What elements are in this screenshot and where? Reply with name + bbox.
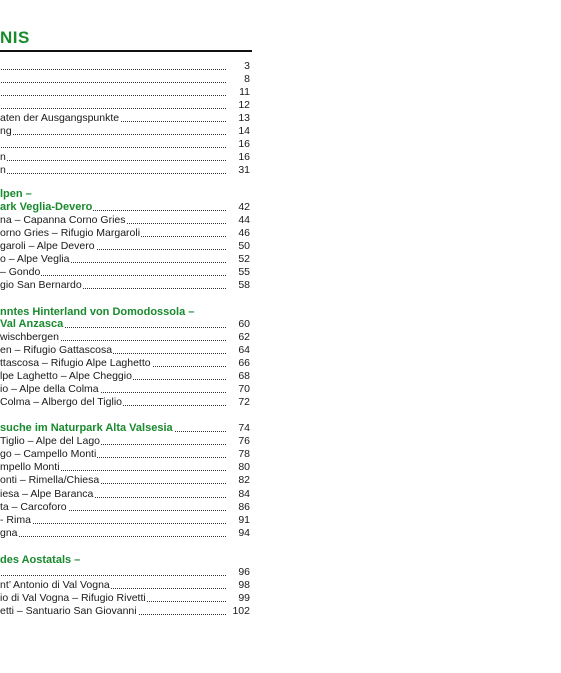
entry-text: ng [0, 125, 12, 138]
toc-entry [0, 266, 250, 279]
page-number: 46 [238, 226, 250, 239]
page-number: 98 [238, 578, 250, 591]
page-number: 50 [238, 239, 250, 252]
page-number: 74 [238, 422, 250, 435]
page-number: 91 [238, 513, 250, 526]
toc-title: NIS [0, 28, 30, 47]
page-number: 8 [244, 73, 250, 86]
section-heading-line [0, 201, 250, 214]
entry-text [0, 60, 1, 72]
entry-text: Colma – Albergo del Tiglio [0, 396, 122, 409]
toc-entry [0, 86, 250, 99]
toc-entry [0, 253, 250, 266]
entry-text: orno Gries – Rifugio Margaroli [0, 226, 141, 239]
entry-text: aten der Ausgangspunkte [0, 112, 120, 125]
section-heading: ark Veglia-Devero [0, 200, 93, 213]
toc-entry [0, 501, 250, 514]
page-number: 55 [238, 265, 250, 278]
toc-entry [0, 214, 250, 227]
page-number: 12 [238, 99, 250, 112]
page-number: 82 [238, 474, 250, 487]
entry-text [0, 99, 1, 111]
page-number: 52 [238, 252, 250, 265]
entry-text: io di Val Vogna – Rifugio Rivetti [0, 591, 146, 604]
page-number: 11 [239, 86, 250, 99]
page-number: 78 [238, 448, 250, 461]
section-heading: nntes Hinterland von Domodossola – [0, 305, 195, 318]
toc-entry [0, 461, 250, 474]
toc-entry [0, 527, 250, 540]
leader-dots [0, 173, 226, 174]
toc-entry [0, 396, 250, 409]
toc-entry [0, 370, 250, 383]
page-number: 84 [238, 487, 250, 500]
page-number: 3 [244, 60, 250, 72]
page-number: 16 [238, 138, 250, 151]
toc-entry [0, 435, 250, 448]
page-number: 99 [238, 591, 250, 604]
page-number: 58 [238, 278, 250, 291]
entry-text: etti – Santuario San Giovanni [0, 604, 137, 617]
toc-entry [0, 99, 250, 112]
page-number: 60 [238, 317, 250, 330]
page-number: 16 [238, 151, 250, 164]
entry-text: ta – Carcoforo [0, 500, 67, 513]
entry-text: mpello Monti [0, 461, 60, 474]
entry-text: nt’ Antonio di Val Vogna [0, 578, 110, 591]
leader-dots [0, 575, 226, 576]
toc-entry [0, 151, 250, 164]
toc-entry [0, 60, 250, 73]
page-number: 94 [238, 526, 250, 539]
toc-entry [0, 227, 250, 240]
toc-entry [0, 164, 250, 177]
entry-text: wischbergen [0, 330, 59, 343]
page-number: 31 [238, 164, 250, 177]
toc-entry [0, 331, 250, 344]
toc-entry [0, 448, 250, 461]
toc-entry [0, 566, 250, 579]
page-number: 96 [238, 565, 250, 578]
toc-entry [0, 344, 250, 357]
entry-text: gio San Bernardo [0, 278, 82, 291]
entry-text [0, 138, 1, 150]
toc-entry [0, 579, 250, 592]
entry-text: gna [0, 526, 18, 539]
entry-text: na – Capanna Corno Gries [0, 213, 126, 226]
entry-text: - Rima [0, 513, 31, 526]
leader-dots [0, 147, 226, 148]
leader-dots [0, 69, 226, 70]
section-heading-line [0, 422, 250, 435]
section-heading: des Aostatals – [0, 553, 81, 566]
toc-entry [0, 592, 250, 605]
entry-text [0, 73, 1, 85]
toc-entry [0, 383, 250, 396]
leader-dots [0, 134, 226, 135]
page-number: 42 [238, 200, 250, 213]
toc-entry [0, 125, 250, 138]
entry-text: Tiglio – Alpe del Lago [0, 435, 101, 448]
entry-text: n [0, 164, 6, 177]
toc-entry [0, 605, 250, 618]
page-number: 72 [238, 396, 250, 409]
toc-entry [0, 488, 250, 501]
section-heading-line [0, 318, 250, 331]
leader-dots [0, 95, 226, 96]
toc-entry [0, 357, 250, 370]
page-number: 62 [238, 330, 250, 343]
page-number: 80 [238, 461, 250, 474]
page-number: 44 [238, 213, 250, 226]
entry-text: lpe Laghetto – Alpe Cheggio [0, 370, 132, 383]
leader-dots [0, 108, 226, 109]
section-heading: lpen – [0, 188, 32, 201]
page-number: 66 [238, 357, 250, 370]
page-number: 76 [238, 435, 250, 448]
entry-text: garoli – Alpe Devero [0, 239, 95, 252]
page-number: 64 [238, 344, 250, 356]
entry-text [0, 566, 1, 578]
page-number: 102 [232, 604, 250, 617]
toc-entry [0, 138, 250, 151]
page-number: 70 [238, 383, 250, 396]
leader-dots [0, 523, 226, 524]
toc-entry [0, 514, 250, 527]
page-number: 13 [238, 112, 250, 125]
leader-dots [0, 160, 226, 161]
toc-entry [0, 474, 250, 487]
entry-text: ttascosa – Rifugio Alpe Laghetto [0, 357, 151, 370]
entry-text: o – Alpe Veglia [0, 252, 70, 265]
page-number: 86 [238, 500, 250, 513]
section-heading: Val Anzasca [0, 317, 64, 330]
entry-text: – Gondo [0, 265, 41, 278]
entry-text: io – Alpe della Colma [0, 383, 99, 396]
leader-dots [0, 82, 226, 83]
page-number: 68 [238, 370, 250, 383]
leader-dots [0, 536, 226, 537]
entry-text: iesa – Alpe Baranca [0, 487, 94, 500]
entry-text: go – Campello Monti [0, 448, 97, 461]
entry-text: en – Rifugio Gattascosa [0, 344, 113, 356]
entry-text: n [0, 151, 6, 164]
toc-entry [0, 240, 250, 253]
entry-text: onti – Rimella/Chiesa [0, 474, 100, 487]
page-number: 14 [238, 125, 250, 138]
title-rule [0, 50, 252, 52]
toc-entry [0, 73, 250, 86]
toc-entry [0, 112, 250, 125]
toc-entry [0, 279, 250, 292]
entry-text [0, 86, 1, 98]
section-heading: suche im Naturpark Alta Valsesia [0, 422, 173, 435]
